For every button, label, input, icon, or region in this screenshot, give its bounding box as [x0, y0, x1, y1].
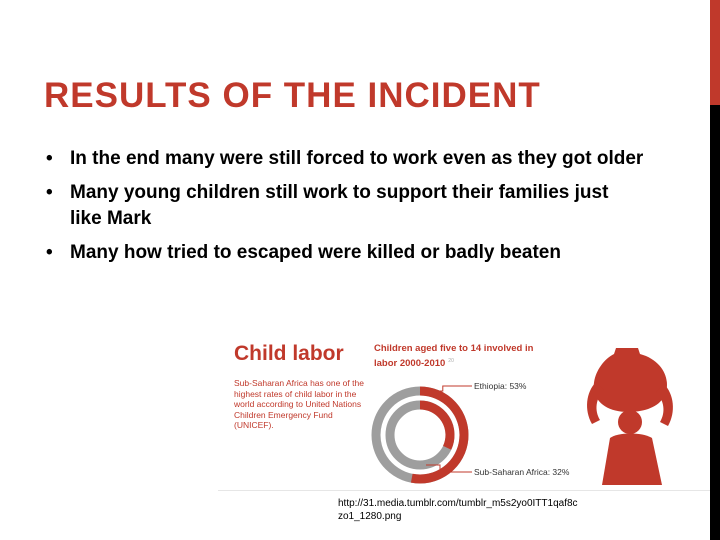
woman-carrying-pot-icon	[566, 340, 710, 485]
bullet-list	[44, 146, 644, 274]
child-labor-infographic	[218, 330, 710, 490]
infographic-description: Sub-Saharan Africa has one of the highest rates of child labor in the world according to United Nations Children Emergency Fund (UNICEF).	[234, 378, 364, 430]
bullet-text: Many how tried to escaped were killed or badly beaten	[70, 242, 561, 263]
infographic-divider	[218, 490, 710, 491]
sidebar-accent-black	[710, 105, 720, 540]
chart-heading-ref: 20	[448, 358, 454, 364]
donut-slice-sub-saharan-africa	[420, 405, 450, 448]
donut-chart	[372, 380, 570, 490]
data-label: Sub-Saharan Africa: 32%	[474, 467, 570, 477]
data-label: Ethiopia: 53%	[474, 381, 527, 391]
source-caption: http://31.media.tumblr.com/tumblr_m5s2yo0ITT1qaf8czo1_1280.png	[338, 498, 578, 522]
infographic-title: Child labor	[234, 342, 344, 365]
bullet-dot: •	[46, 148, 53, 169]
bullet-item	[44, 146, 644, 172]
chart-heading	[374, 343, 534, 370]
bullet-text: In the end many were still forced to work even as they got older	[70, 148, 644, 169]
bullet-dot: •	[46, 182, 53, 203]
bullet-item	[44, 240, 644, 266]
chart-heading-text: Children aged five to 14 involved in labor 2000-2010	[374, 343, 534, 370]
bullet-text: Many young children still work to support their families just like Mark	[70, 182, 609, 229]
bullet-dot: •	[46, 242, 53, 263]
sidebar-accent-red	[710, 0, 720, 105]
slide-title: RESULTS OF THE INCIDENT	[44, 76, 541, 115]
bullet-item	[44, 180, 644, 232]
